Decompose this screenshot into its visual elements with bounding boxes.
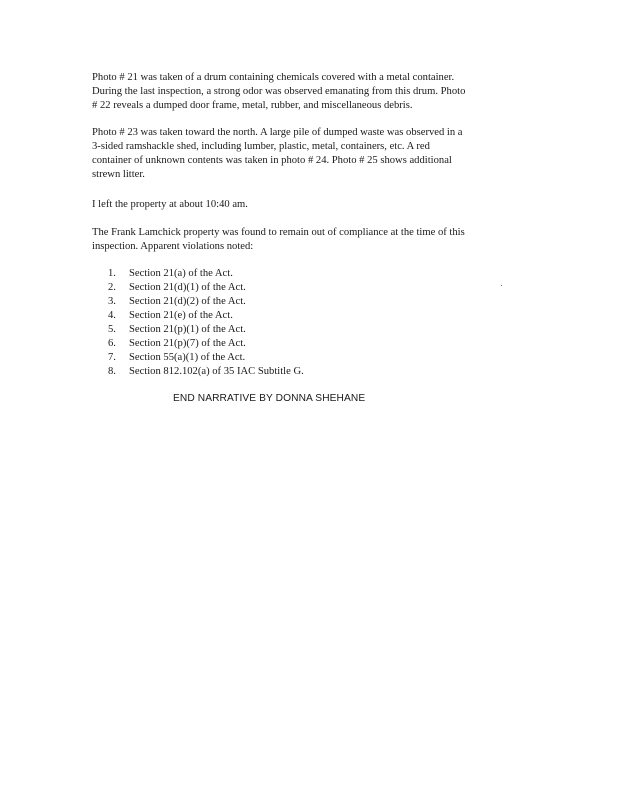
violation-number: 7. (108, 352, 116, 363)
text-line: strewn litter. (92, 169, 145, 180)
text-line: # 22 reveals a dumped door frame, metal, rubber, and miscellaneous debris. (92, 100, 413, 111)
violations-list (108, 267, 304, 379)
violation-item (108, 281, 304, 295)
violation-text: Section 55(a)(1) of the Act. (129, 352, 246, 363)
violation-text: Section 21(p)(7) of the Act. (129, 338, 246, 349)
paragraph-photo-23 (92, 126, 532, 182)
violation-number: 3. (108, 296, 116, 307)
text-line: During the last inspection, a strong odor was observed emanating from this drum. Photo (92, 86, 466, 97)
scan-speck (501, 285, 502, 286)
closing-line: END NARRATIVE BY DONNA SHEHANE (173, 393, 366, 404)
violation-item (108, 309, 304, 323)
violation-item (108, 351, 304, 365)
violation-number: 5. (108, 324, 116, 335)
violation-item (108, 365, 304, 379)
violation-item (108, 267, 304, 281)
violation-text: Section 812.102(a) of 35 IAC Subtitle G. (129, 366, 304, 377)
violation-text: Section 21(d)(1) of the Act. (129, 282, 246, 293)
text-line: container of unknown contents was taken in photo # 24. Photo # 25 shows additional (92, 155, 452, 166)
text-line: The Frank Lamchick property was found to remain out of compliance at the time of this (92, 227, 465, 238)
text-line: inspection. Apparent violations noted: (92, 241, 254, 252)
violation-item (108, 295, 304, 309)
text-line: Photo # 21 was taken of a drum containing chemicals covered with a metal container. (92, 72, 455, 83)
violation-number: 6. (108, 338, 116, 349)
paragraph-departure (92, 198, 532, 212)
violation-number: 8. (108, 366, 116, 377)
violation-number: 1. (108, 268, 116, 279)
violation-item (108, 337, 304, 351)
violation-number: 4. (108, 310, 116, 321)
violation-text: Section 21(p)(1) of the Act. (129, 324, 246, 335)
text-line: I left the property at about 10:40 am. (92, 199, 248, 210)
text-line: 3-sided ramshackle shed, including lumber, plastic, metal, containers, etc. A red (92, 141, 430, 152)
violation-text: Section 21(e) of the Act. (129, 310, 233, 321)
text-line: Photo # 23 was taken toward the north. A large pile of dumped waste was observed in a (92, 127, 463, 138)
violation-item (108, 323, 304, 337)
paragraph-photo-21 (92, 71, 532, 113)
violation-text: Section 21(d)(2) of the Act. (129, 296, 246, 307)
violation-text: Section 21(a) of the Act. (129, 268, 233, 279)
paragraph-compliance (92, 226, 532, 254)
violation-number: 2. (108, 282, 116, 293)
